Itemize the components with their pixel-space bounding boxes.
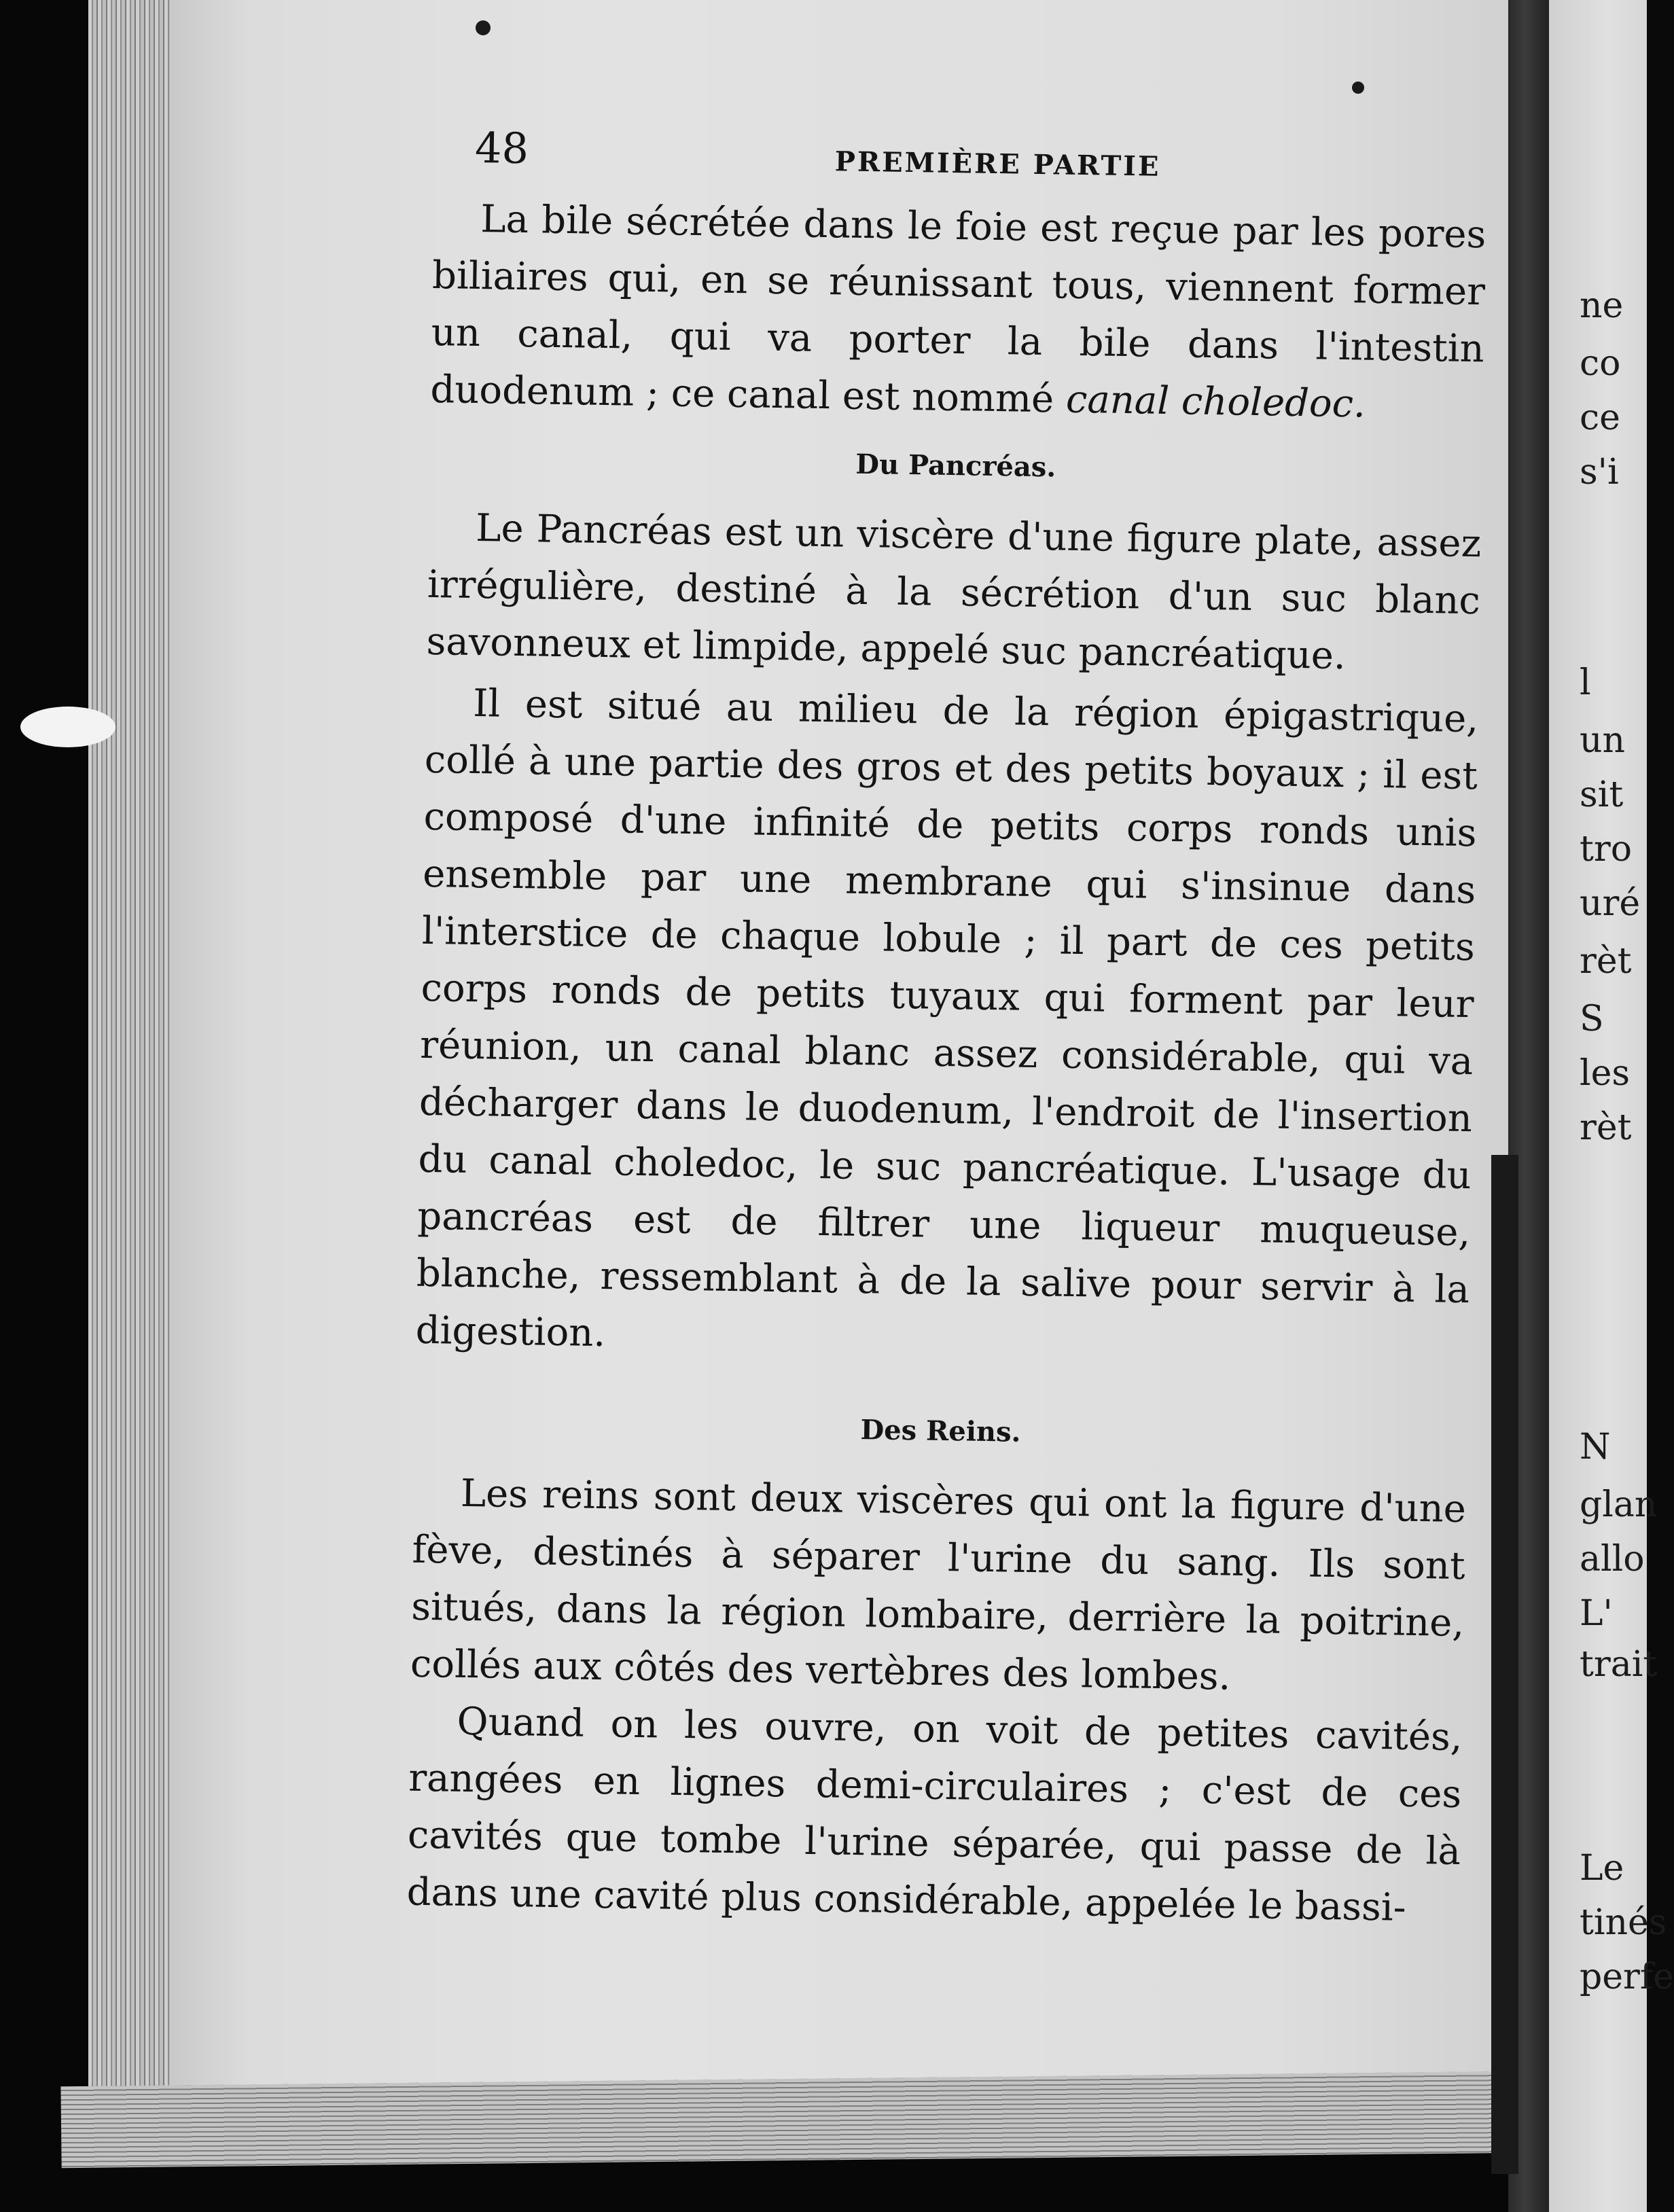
facing-text-fragment: perfe (1580, 1957, 1674, 1997)
facing-text-fragment: L' (1580, 1593, 1613, 1634)
intro-paragraph (430, 190, 1486, 435)
facing-text-fragment: S (1580, 999, 1604, 1039)
page-edges-bottom (60, 2071, 1522, 2169)
ink-spot (1352, 82, 1364, 94)
paragraph: Il est situé au milieu de la région épigastrique, collé à une partie des gros et des petits boyaux ; il est composé d'une infinité de petits corps ronds unis ensemble par une membrane qui s'insinue dans l'interstice de chaque lobule ; il part de ces petits corps ronds de petits tuyaux qui forment par leur réunion, un canal blanc assez considérable, qui va décharger dans le duodenum, l'endroit de l'insertion du canal choledoc, le suc pancréatique. L'usage du pancréas est de filtrer une liqueur muqueuse, blanche, ressemblant à de la salive pour servir à la digestion. (415, 681, 1479, 1356)
paragraph: Le Pancréas est un viscère d'une figure plate, assez irrégulière, destiné à la sécrétion d'un suc blanc savonneux et limpide, appelé suc pancréatique. (426, 506, 1482, 679)
page-number: 48 (474, 122, 529, 174)
facing-text-fragment: ce (1580, 397, 1620, 438)
facing-text-fragment: Le (1580, 1848, 1624, 1889)
facing-text-fragment: uré (1580, 883, 1641, 924)
page-header (433, 109, 1522, 207)
facing-text-fragment: trait (1580, 1644, 1658, 1685)
facing-text-fragment: s'i (1580, 452, 1619, 493)
facing-text-fragment: un (1580, 720, 1625, 761)
section-title-pancreas: Du Pancréas. (855, 448, 1056, 484)
paragraph: Les reins sont deux viscères qui ont la figure d'une fève, destinés à séparer l'urine du sang. Ils sont situés, dans la région lombaire, derrière la poitrine, collés aux côtés des vertèbres des lombes. (410, 1471, 1467, 1699)
paragraph: Quand on les ouvre, on voit de petites cavités, rangées en lignes demi-circulaires ; c'est de ces cavités que tombe l'urine séparée, qui passe de là dans une cavité plus considérable, appelée le bassi- (406, 1699, 1463, 1930)
facing-text-fragment: allo (1580, 1539, 1645, 1580)
paper-speck (20, 707, 115, 747)
intro-text: La bile sécrétée dans le foie est reçue par les pores biliaires qui, en se réunissant tous, viennent former un canal, qui va porter la bile dans l'intestin duodenum ; ce canal est nommé (429, 197, 1486, 422)
facing-text-fragment: rèt (1580, 1107, 1632, 1148)
facing-text-fragment: glan (1580, 1484, 1658, 1525)
facing-text-fragment: rèt (1580, 941, 1632, 982)
running-head: PREMIÈRE PARTIE (834, 145, 1161, 183)
facing-text-fragment: tinés (1580, 1902, 1667, 1943)
facing-text-fragment: co (1580, 343, 1621, 384)
facing-text-fragment: N (1580, 1427, 1611, 1467)
facing-text-fragment: ne (1580, 285, 1624, 326)
facing-text-fragment: les (1580, 1053, 1631, 1094)
facing-text-fragment: l (1580, 662, 1591, 703)
section-title-reins: Des Reins. (860, 1414, 1021, 1448)
page-content (406, 109, 1522, 1938)
facing-text-fragment: sit (1580, 774, 1624, 815)
ink-spot (476, 20, 491, 35)
facing-text-fragment: tro (1580, 829, 1633, 870)
intro-italic-term: canal choledoc. (1065, 377, 1366, 427)
